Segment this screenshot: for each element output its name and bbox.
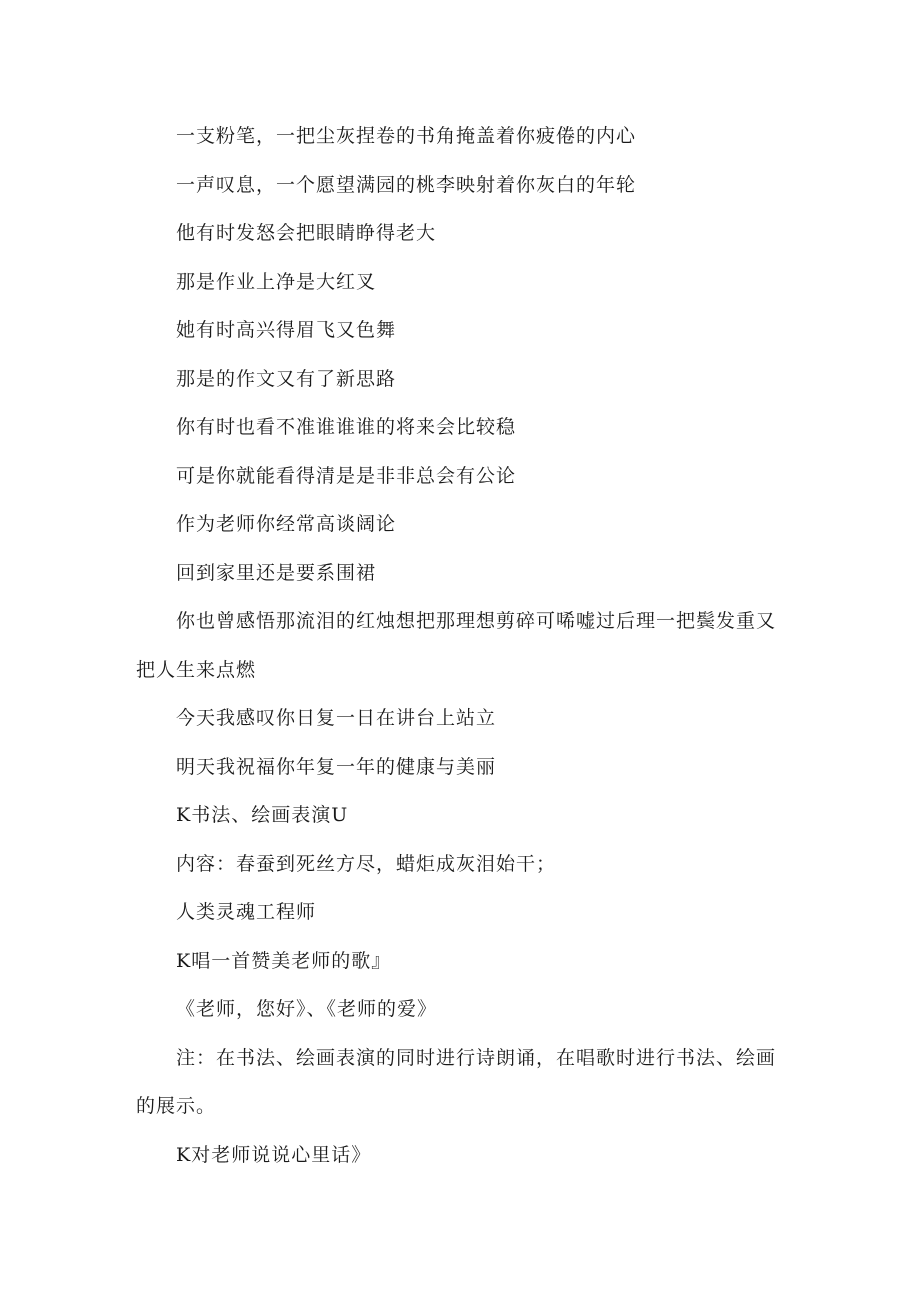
paragraph: 明天我祝福你年复一年的健康与美丽 [176, 755, 497, 778]
section-heading: K对老师说说心里话》 [176, 1143, 372, 1166]
paragraph: 回到家里还是要系围裙 [176, 561, 377, 584]
section-heading: K唱一首赞美老师的歌』 [176, 949, 392, 972]
paragraph: 作为老师你经常高谈阔论 [176, 513, 397, 535]
section-heading: K书法、绘画表演U [176, 804, 349, 826]
paragraph: 人类灵魂工程师 [176, 901, 317, 923]
paragraph: 内容：春蚕到死丝方尽，蜡炬成灰泪始干； [176, 852, 557, 875]
paragraph: 你也曾感悟那流泪的红烛想把那理想剪碎可唏嘘过后理一把鬓发重又把人生来点燃 [136, 610, 777, 681]
paragraph: 她有时高兴得眉飞又色舞 [176, 319, 397, 341]
paragraph: 一声叹息，一个愿望满园的桃李映射着你灰白的年轮 [176, 173, 637, 196]
paragraph: 一支粉笔，一把尘灰捏卷的书角掩盖着你疲倦的内心 [176, 125, 637, 147]
paragraph: 《老师，您好》、《老师的爱》 [176, 998, 438, 1020]
paragraph: 可是你就能看得清是是非非总会有公论 [176, 464, 517, 487]
document-body [136, 112, 786, 1179]
paragraph: 那是作业上净是大红叉 [176, 270, 377, 293]
paragraph: 注：在书法、绘画表演的同时进行诗朗诵，在唱歌时进行书法、绘画的展示。 [136, 1046, 777, 1117]
paragraph: 他有时发怒会把眼睛睁得老大 [176, 222, 437, 244]
paragraph: 那是的作文又有了新思路 [176, 367, 397, 390]
paragraph: 你有时也看不准谁谁谁的将来会比较稳 [176, 416, 517, 438]
paragraph: 今天我感叹你日复一日在讲台上站立 [176, 707, 497, 729]
